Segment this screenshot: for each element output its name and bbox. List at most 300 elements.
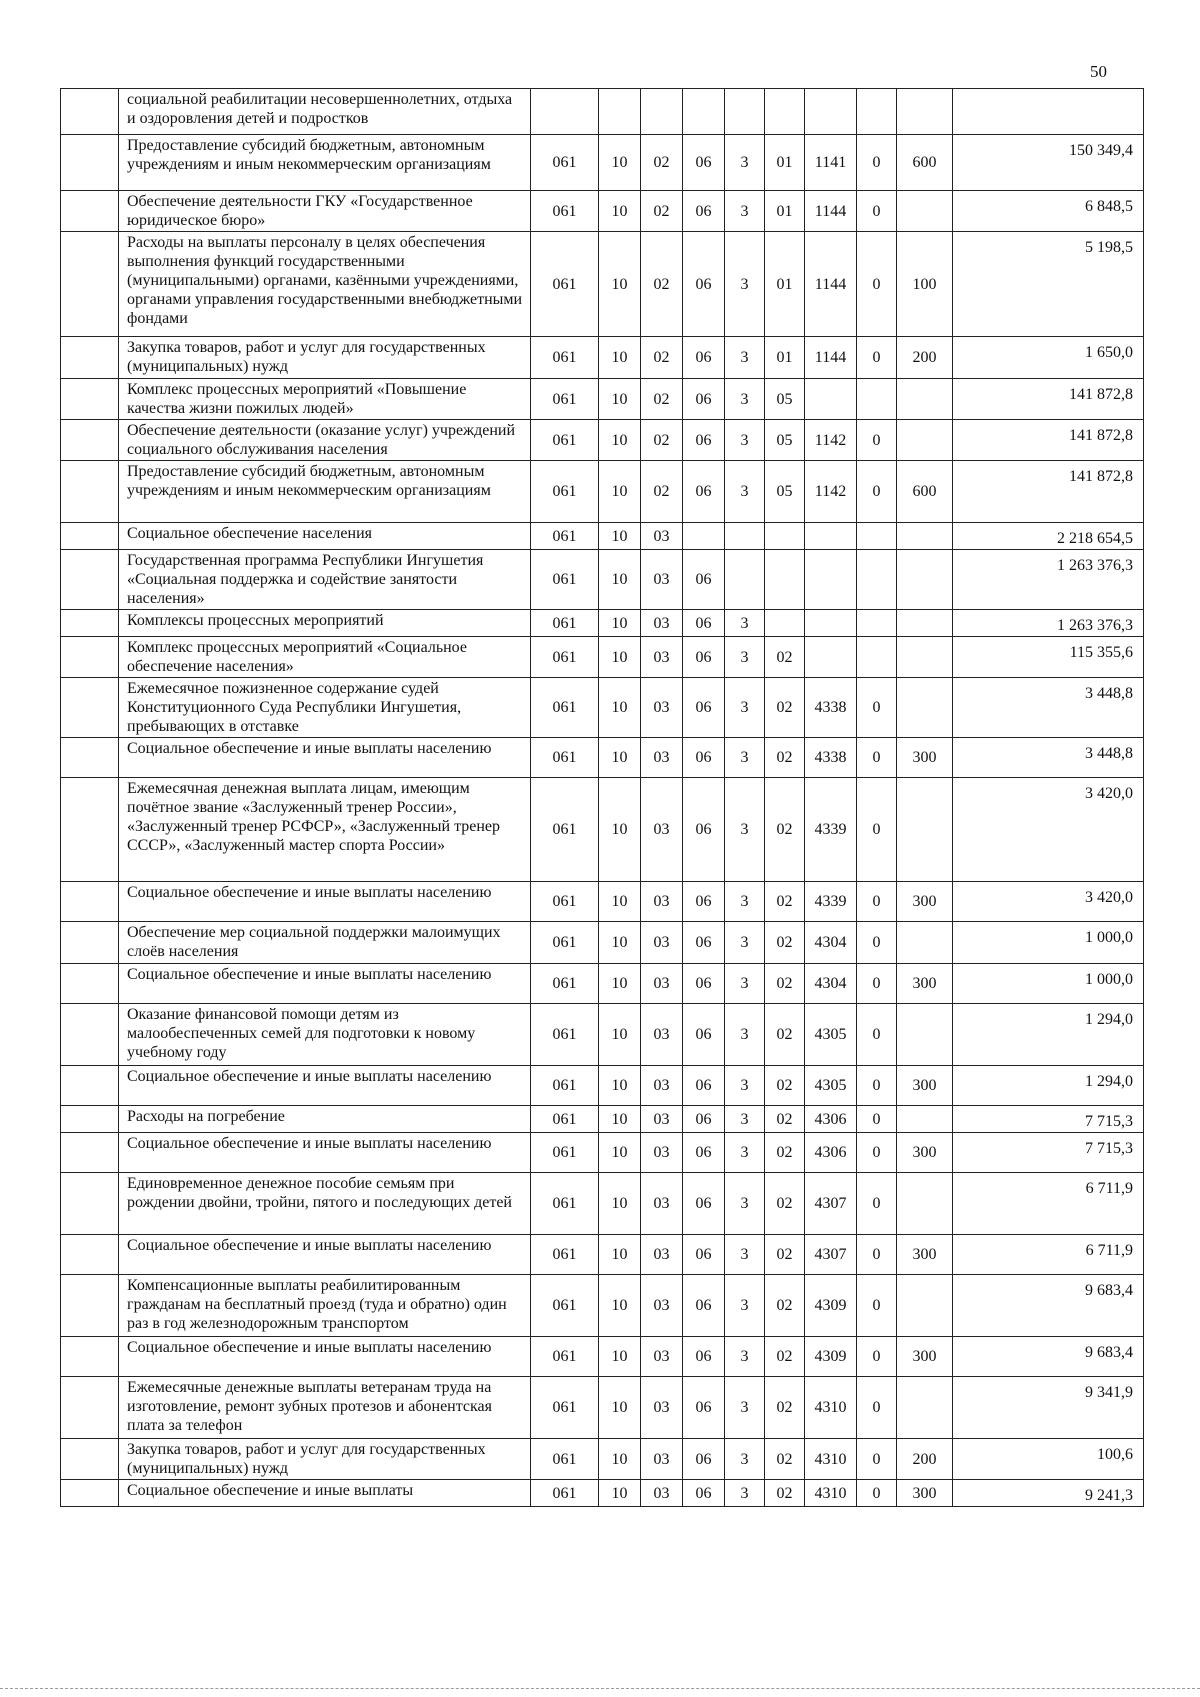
cell-amount: 141 872,8: [953, 379, 1144, 420]
cell-empty: [61, 379, 119, 420]
cell-program-code: 06: [683, 420, 725, 461]
cell-section-code: 10: [599, 420, 641, 461]
cell-direction-suffix: 0: [857, 778, 897, 882]
cell-subprogram-code: 02: [765, 738, 805, 778]
budget-table-body: [61, 89, 1144, 1507]
cell-empty: [61, 232, 119, 337]
cell-amount: 1 000,0: [953, 922, 1144, 964]
cell-section-code: 10: [599, 678, 641, 738]
cell-section-code: 10: [599, 1337, 641, 1377]
cell-admin-code: 061: [531, 610, 599, 637]
cell-type-code: 3: [725, 678, 765, 738]
cell-program-code: 06: [683, 191, 725, 232]
cell-section-code: 10: [599, 523, 641, 550]
cell-subsection-code: 02: [641, 420, 683, 461]
cell-item-name: Ежемесячная денежная выплата лицам, имеющим почётное звание «Заслуженный тренер России», «Заслуженный тренер РСФСР», «Заслуженный тренер СССР», «Заслуженный мастер спорта России»: [119, 778, 531, 882]
cell-empty: [61, 550, 119, 610]
cell-subsection-code: 02: [641, 135, 683, 191]
cell-section-code: 10: [599, 964, 641, 1004]
cell-expense-type: [897, 678, 953, 738]
cell-subprogram-code: 05: [765, 461, 805, 523]
cell-program-code: 06: [683, 1480, 725, 1507]
cell-direction-code: 1144: [805, 232, 857, 337]
cell-item-name: Комплекс процессных мероприятий «Социальное обеспечение населения»: [119, 637, 531, 678]
cell-section-code: 10: [599, 461, 641, 523]
cell-expense-type: 300: [897, 1337, 953, 1377]
cell-subprogram-code: 02: [765, 637, 805, 678]
cell-section-code: 10: [599, 232, 641, 337]
cell-subprogram-code: 01: [765, 337, 805, 379]
cell-expense-type: 300: [897, 1235, 953, 1275]
cell-type-code: 3: [725, 1337, 765, 1377]
cell-subsection-code: 03: [641, 964, 683, 1004]
cell-type-code: 3: [725, 1173, 765, 1235]
table-row: [61, 523, 1144, 550]
cell-direction-code: 1142: [805, 461, 857, 523]
cell-type-code: 3: [725, 738, 765, 778]
cell-empty: [61, 678, 119, 738]
cell-subprogram-code: 01: [765, 191, 805, 232]
cell-direction-code: [805, 610, 857, 637]
cell-direction-code: 4304: [805, 922, 857, 964]
cell-subsection-code: [641, 89, 683, 135]
cell-empty: [61, 637, 119, 678]
cell-expense-type: 200: [897, 337, 953, 379]
cell-direction-code: [805, 637, 857, 678]
table-row: [61, 922, 1144, 964]
cell-expense-type: [897, 1106, 953, 1133]
cell-type-code: 3: [725, 232, 765, 337]
cell-subsection-code: 03: [641, 1106, 683, 1133]
cell-subsection-code: 02: [641, 461, 683, 523]
cell-section-code: 10: [599, 550, 641, 610]
cell-section-code: 10: [599, 135, 641, 191]
cell-admin-code: 061: [531, 461, 599, 523]
cell-direction-code: 1141: [805, 135, 857, 191]
cell-admin-code: 061: [531, 1004, 599, 1066]
cell-subprogram-code: 02: [765, 964, 805, 1004]
cell-empty: [61, 1337, 119, 1377]
cell-section-code: 10: [599, 1439, 641, 1480]
cell-direction-code: 4339: [805, 778, 857, 882]
cell-subprogram-code: [765, 610, 805, 637]
cell-section-code: 10: [599, 1173, 641, 1235]
cell-program-code: [683, 89, 725, 135]
cell-empty: [61, 337, 119, 379]
cell-item-name: Государственная программа Республики Ингушетия «Социальная поддержка и содействие занятости населения»: [119, 550, 531, 610]
cell-item-name: Ежемесячные денежные выплаты ветеранам труда на изготовление, ремонт зубных протезов и абонентская плата за телефон: [119, 1377, 531, 1439]
cell-type-code: 3: [725, 964, 765, 1004]
cell-subprogram-code: 02: [765, 1337, 805, 1377]
cell-item-name: Компенсационные выплаты реабилитированным гражданам на бесплатный проезд (туда и обратно) один раз в год железнодорожным транспортом: [119, 1275, 531, 1337]
cell-direction-suffix: 0: [857, 1439, 897, 1480]
cell-subsection-code: 03: [641, 1066, 683, 1106]
cell-direction-code: 4338: [805, 678, 857, 738]
cell-direction-suffix: [857, 523, 897, 550]
cell-admin-code: 061: [531, 379, 599, 420]
cell-subsection-code: 03: [641, 778, 683, 882]
cell-expense-type: 300: [897, 882, 953, 922]
cell-amount: 1 263 376,3: [953, 550, 1144, 610]
cell-direction-code: 1142: [805, 420, 857, 461]
cell-expense-type: [897, 191, 953, 232]
table-row: [61, 1377, 1144, 1439]
cell-direction-suffix: 0: [857, 420, 897, 461]
cell-item-name: Закупка товаров, работ и услуг для государственных (муниципальных) нужд: [119, 337, 531, 379]
cell-direction-suffix: 0: [857, 1235, 897, 1275]
cell-item-name: Социальное обеспечение и иные выплаты населению: [119, 1235, 531, 1275]
cell-type-code: 3: [725, 1004, 765, 1066]
cell-section-code: 10: [599, 1066, 641, 1106]
table-row: [61, 1235, 1144, 1275]
cell-direction-code: 4309: [805, 1337, 857, 1377]
cell-admin-code: 061: [531, 882, 599, 922]
cell-item-name: Социальное обеспечение и иные выплаты населению: [119, 964, 531, 1004]
cell-program-code: 06: [683, 964, 725, 1004]
cell-direction-suffix: 0: [857, 135, 897, 191]
cell-admin-code: 061: [531, 337, 599, 379]
cell-section-code: 10: [599, 922, 641, 964]
cell-empty: [61, 1133, 119, 1173]
table-row: [61, 135, 1144, 191]
cell-section-code: 10: [599, 1004, 641, 1066]
cell-direction-suffix: 0: [857, 461, 897, 523]
table-row: [61, 637, 1144, 678]
cell-program-code: [683, 523, 725, 550]
cell-type-code: 3: [725, 135, 765, 191]
cell-direction-code: 1144: [805, 191, 857, 232]
cell-empty: [61, 778, 119, 882]
cell-empty: [61, 1066, 119, 1106]
cell-amount: 2 218 654,5: [953, 523, 1144, 550]
cell-section-code: 10: [599, 191, 641, 232]
cell-type-code: 3: [725, 778, 765, 882]
table-row: [61, 882, 1144, 922]
cell-item-name: Оказание финансовой помощи детям из малообеспеченных семей для подготовки к новому учебному году: [119, 1004, 531, 1066]
cell-subsection-code: 03: [641, 637, 683, 678]
table-row: [61, 1480, 1144, 1507]
cell-subprogram-code: 02: [765, 778, 805, 882]
cell-expense-type: 300: [897, 1066, 953, 1106]
cell-subprogram-code: 02: [765, 882, 805, 922]
budget-table: [60, 88, 1144, 1507]
cell-program-code: 06: [683, 1377, 725, 1439]
cell-program-code: 06: [683, 1439, 725, 1480]
cell-admin-code: 061: [531, 1235, 599, 1275]
cell-admin-code: 061: [531, 1480, 599, 1507]
cell-type-code: 3: [725, 1439, 765, 1480]
cell-section-code: 10: [599, 1235, 641, 1275]
cell-type-code: 3: [725, 191, 765, 232]
cell-subprogram-code: 02: [765, 1480, 805, 1507]
cell-item-name: Комплексы процессных мероприятий: [119, 610, 531, 637]
cell-amount: 115 355,6: [953, 637, 1144, 678]
cell-admin-code: [531, 89, 599, 135]
cell-type-code: 3: [725, 637, 765, 678]
table-row: [61, 1173, 1144, 1235]
cell-expense-type: [897, 1377, 953, 1439]
table-row: [61, 964, 1144, 1004]
cell-amount: 141 872,8: [953, 461, 1144, 523]
cell-expense-type: 600: [897, 135, 953, 191]
cell-subprogram-code: 02: [765, 1133, 805, 1173]
cell-direction-suffix: 0: [857, 1066, 897, 1106]
table-row: [61, 610, 1144, 637]
cell-direction-suffix: 0: [857, 1337, 897, 1377]
cell-admin-code: 061: [531, 232, 599, 337]
cell-subsection-code: 02: [641, 191, 683, 232]
cell-direction-code: 1144: [805, 337, 857, 379]
cell-subprogram-code: 05: [765, 420, 805, 461]
page-number: 50: [1090, 62, 1107, 81]
cell-item-name: Комплекс процессных мероприятий «Повышение качества жизни пожилых людей»: [119, 379, 531, 420]
cell-direction-suffix: [857, 637, 897, 678]
cell-admin-code: 061: [531, 523, 599, 550]
cell-direction-code: 4339: [805, 882, 857, 922]
cell-amount: 6 848,5: [953, 191, 1144, 232]
cell-item-name: Социальное обеспечение и иные выплаты населению: [119, 882, 531, 922]
cell-direction-suffix: 0: [857, 1004, 897, 1066]
cell-subsection-code: 03: [641, 1480, 683, 1507]
cell-subprogram-code: 02: [765, 678, 805, 738]
cell-amount: 7 715,3: [953, 1106, 1144, 1133]
cell-program-code: 06: [683, 1106, 725, 1133]
cell-program-code: 06: [683, 1235, 725, 1275]
cell-expense-type: 600: [897, 461, 953, 523]
cell-item-name: Социальное обеспечение и иные выплаты населению: [119, 1337, 531, 1377]
table-row: [61, 191, 1144, 232]
cell-amount: 1 263 376,3: [953, 610, 1144, 637]
cell-subprogram-code: 02: [765, 922, 805, 964]
cell-subsection-code: 03: [641, 882, 683, 922]
cell-type-code: 3: [725, 1480, 765, 1507]
cell-direction-suffix: 0: [857, 1480, 897, 1507]
cell-subprogram-code: [765, 523, 805, 550]
cell-program-code: 06: [683, 1004, 725, 1066]
cell-subprogram-code: 02: [765, 1004, 805, 1066]
cell-item-name: Социальное обеспечение населения: [119, 523, 531, 550]
cell-type-code: 3: [725, 882, 765, 922]
cell-subprogram-code: 02: [765, 1377, 805, 1439]
table-row: [61, 1275, 1144, 1337]
cell-section-code: 10: [599, 778, 641, 882]
table-row: [61, 420, 1144, 461]
cell-admin-code: 061: [531, 1439, 599, 1480]
cell-expense-type: 300: [897, 1133, 953, 1173]
cell-admin-code: 061: [531, 1377, 599, 1439]
cell-subsection-code: 03: [641, 678, 683, 738]
cell-program-code: 06: [683, 637, 725, 678]
cell-expense-type: [897, 922, 953, 964]
cell-direction-code: 4310: [805, 1480, 857, 1507]
scan-footer-line: [0, 1688, 1200, 1690]
table-row: [61, 337, 1144, 379]
cell-item-name: Социальное обеспечение и иные выплаты: [119, 1480, 531, 1507]
cell-section-code: 10: [599, 337, 641, 379]
cell-amount: 1 650,0: [953, 337, 1144, 379]
cell-direction-code: 4309: [805, 1275, 857, 1337]
cell-subsection-code: 02: [641, 337, 683, 379]
cell-expense-type: [897, 1275, 953, 1337]
cell-direction-code: [805, 89, 857, 135]
cell-amount: 141 872,8: [953, 420, 1144, 461]
cell-admin-code: 061: [531, 191, 599, 232]
cell-item-name: Обеспечение деятельности (оказание услуг) учреждений социального обслуживания населения: [119, 420, 531, 461]
cell-amount: 3 448,8: [953, 678, 1144, 738]
cell-direction-suffix: 0: [857, 191, 897, 232]
cell-item-name: социальной реабилитации несовершеннолетних, отдыха и оздоровления детей и подростков: [119, 89, 531, 135]
cell-subsection-code: 03: [641, 1275, 683, 1337]
cell-section-code: 10: [599, 882, 641, 922]
cell-amount: 3 420,0: [953, 778, 1144, 882]
cell-subprogram-code: 02: [765, 1439, 805, 1480]
cell-subsection-code: 03: [641, 1235, 683, 1275]
cell-program-code: 06: [683, 1337, 725, 1377]
table-row: [61, 1133, 1144, 1173]
cell-empty: [61, 1235, 119, 1275]
cell-type-code: 3: [725, 461, 765, 523]
cell-type-code: 3: [725, 1066, 765, 1106]
cell-expense-type: 300: [897, 738, 953, 778]
cell-direction-code: 4338: [805, 738, 857, 778]
cell-program-code: 06: [683, 550, 725, 610]
cell-empty: [61, 1439, 119, 1480]
table-row: [61, 232, 1144, 337]
cell-admin-code: 061: [531, 678, 599, 738]
table-row: [61, 678, 1144, 738]
cell-direction-suffix: 0: [857, 1133, 897, 1173]
cell-program-code: 06: [683, 337, 725, 379]
cell-direction-code: 4306: [805, 1106, 857, 1133]
cell-amount: 9 341,9: [953, 1377, 1144, 1439]
table-row: [61, 1106, 1144, 1133]
cell-subprogram-code: [765, 89, 805, 135]
cell-section-code: 10: [599, 1275, 641, 1337]
cell-amount: 3 420,0: [953, 882, 1144, 922]
cell-section-code: 10: [599, 738, 641, 778]
cell-empty: [61, 738, 119, 778]
cell-type-code: 3: [725, 610, 765, 637]
cell-subsection-code: 03: [641, 738, 683, 778]
cell-subprogram-code: [765, 550, 805, 610]
cell-section-code: 10: [599, 1106, 641, 1133]
cell-subprogram-code: 02: [765, 1275, 805, 1337]
cell-program-code: 06: [683, 461, 725, 523]
cell-subprogram-code: 02: [765, 1066, 805, 1106]
cell-expense-type: 200: [897, 1439, 953, 1480]
table-row: [61, 1439, 1144, 1480]
cell-direction-suffix: 0: [857, 1275, 897, 1337]
cell-amount: 100,6: [953, 1439, 1144, 1480]
cell-amount: 9 241,3: [953, 1480, 1144, 1507]
cell-admin-code: 061: [531, 1173, 599, 1235]
cell-subsection-code: 03: [641, 1133, 683, 1173]
cell-type-code: 3: [725, 337, 765, 379]
cell-type-code: 3: [725, 1133, 765, 1173]
cell-admin-code: 061: [531, 420, 599, 461]
cell-empty: [61, 420, 119, 461]
cell-empty: [61, 461, 119, 523]
cell-section-code: 10: [599, 610, 641, 637]
cell-program-code: 06: [683, 135, 725, 191]
cell-empty: [61, 610, 119, 637]
cell-program-code: 06: [683, 922, 725, 964]
cell-direction-code: 4304: [805, 964, 857, 1004]
cell-direction-suffix: 0: [857, 922, 897, 964]
cell-expense-type: 300: [897, 1480, 953, 1507]
table-row: [61, 461, 1144, 523]
cell-subsection-code: 03: [641, 1337, 683, 1377]
cell-direction-code: [805, 550, 857, 610]
cell-type-code: 3: [725, 1275, 765, 1337]
cell-expense-type: [897, 778, 953, 882]
cell-admin-code: 061: [531, 1275, 599, 1337]
cell-empty: [61, 1173, 119, 1235]
cell-amount: 1 000,0: [953, 964, 1144, 1004]
cell-admin-code: 061: [531, 778, 599, 882]
cell-empty: [61, 1106, 119, 1133]
cell-expense-type: 100: [897, 232, 953, 337]
cell-direction-code: [805, 523, 857, 550]
cell-empty: [61, 89, 119, 135]
cell-direction-code: 4306: [805, 1133, 857, 1173]
table-row: [61, 1337, 1144, 1377]
cell-subsection-code: 03: [641, 550, 683, 610]
cell-expense-type: [897, 379, 953, 420]
cell-empty: [61, 191, 119, 232]
cell-empty: [61, 922, 119, 964]
cell-subprogram-code: 02: [765, 1106, 805, 1133]
cell-subprogram-code: 02: [765, 1173, 805, 1235]
cell-admin-code: 061: [531, 550, 599, 610]
cell-subprogram-code: 01: [765, 232, 805, 337]
cell-empty: [61, 1275, 119, 1337]
cell-direction-code: 4310: [805, 1377, 857, 1439]
cell-admin-code: 061: [531, 964, 599, 1004]
cell-program-code: 06: [683, 1173, 725, 1235]
cell-item-name: Расходы на выплаты персоналу в целях обеспечения выполнения функций государственными (муниципальными) органами, казёнными учреждениями, органами управления государственными внебюджетными фондами: [119, 232, 531, 337]
cell-direction-code: 4305: [805, 1066, 857, 1106]
cell-program-code: 06: [683, 778, 725, 882]
cell-expense-type: 300: [897, 964, 953, 1004]
cell-amount: 9 683,4: [953, 1275, 1144, 1337]
cell-program-code: 06: [683, 882, 725, 922]
cell-subsection-code: 02: [641, 232, 683, 337]
cell-amount: 9 683,4: [953, 1337, 1144, 1377]
cell-item-name: Расходы на погребение: [119, 1106, 531, 1133]
cell-type-code: [725, 523, 765, 550]
cell-admin-code: 061: [531, 1066, 599, 1106]
cell-section-code: [599, 89, 641, 135]
cell-empty: [61, 1004, 119, 1066]
cell-direction-suffix: 0: [857, 738, 897, 778]
cell-item-name: Предоставление субсидий бюджетным, автономным учреждениям и иным некоммерческим организациям: [119, 461, 531, 523]
cell-amount: 1 294,0: [953, 1066, 1144, 1106]
cell-subprogram-code: 01: [765, 135, 805, 191]
cell-expense-type: [897, 523, 953, 550]
cell-subsection-code: 03: [641, 1377, 683, 1439]
cell-section-code: 10: [599, 637, 641, 678]
cell-program-code: 06: [683, 1066, 725, 1106]
cell-direction-suffix: 0: [857, 232, 897, 337]
cell-section-code: 10: [599, 1480, 641, 1507]
cell-subprogram-code: 05: [765, 379, 805, 420]
cell-direction-code: 4305: [805, 1004, 857, 1066]
cell-program-code: 06: [683, 232, 725, 337]
table-row: [61, 379, 1144, 420]
cell-subsection-code: 03: [641, 1439, 683, 1480]
cell-program-code: 06: [683, 1275, 725, 1337]
